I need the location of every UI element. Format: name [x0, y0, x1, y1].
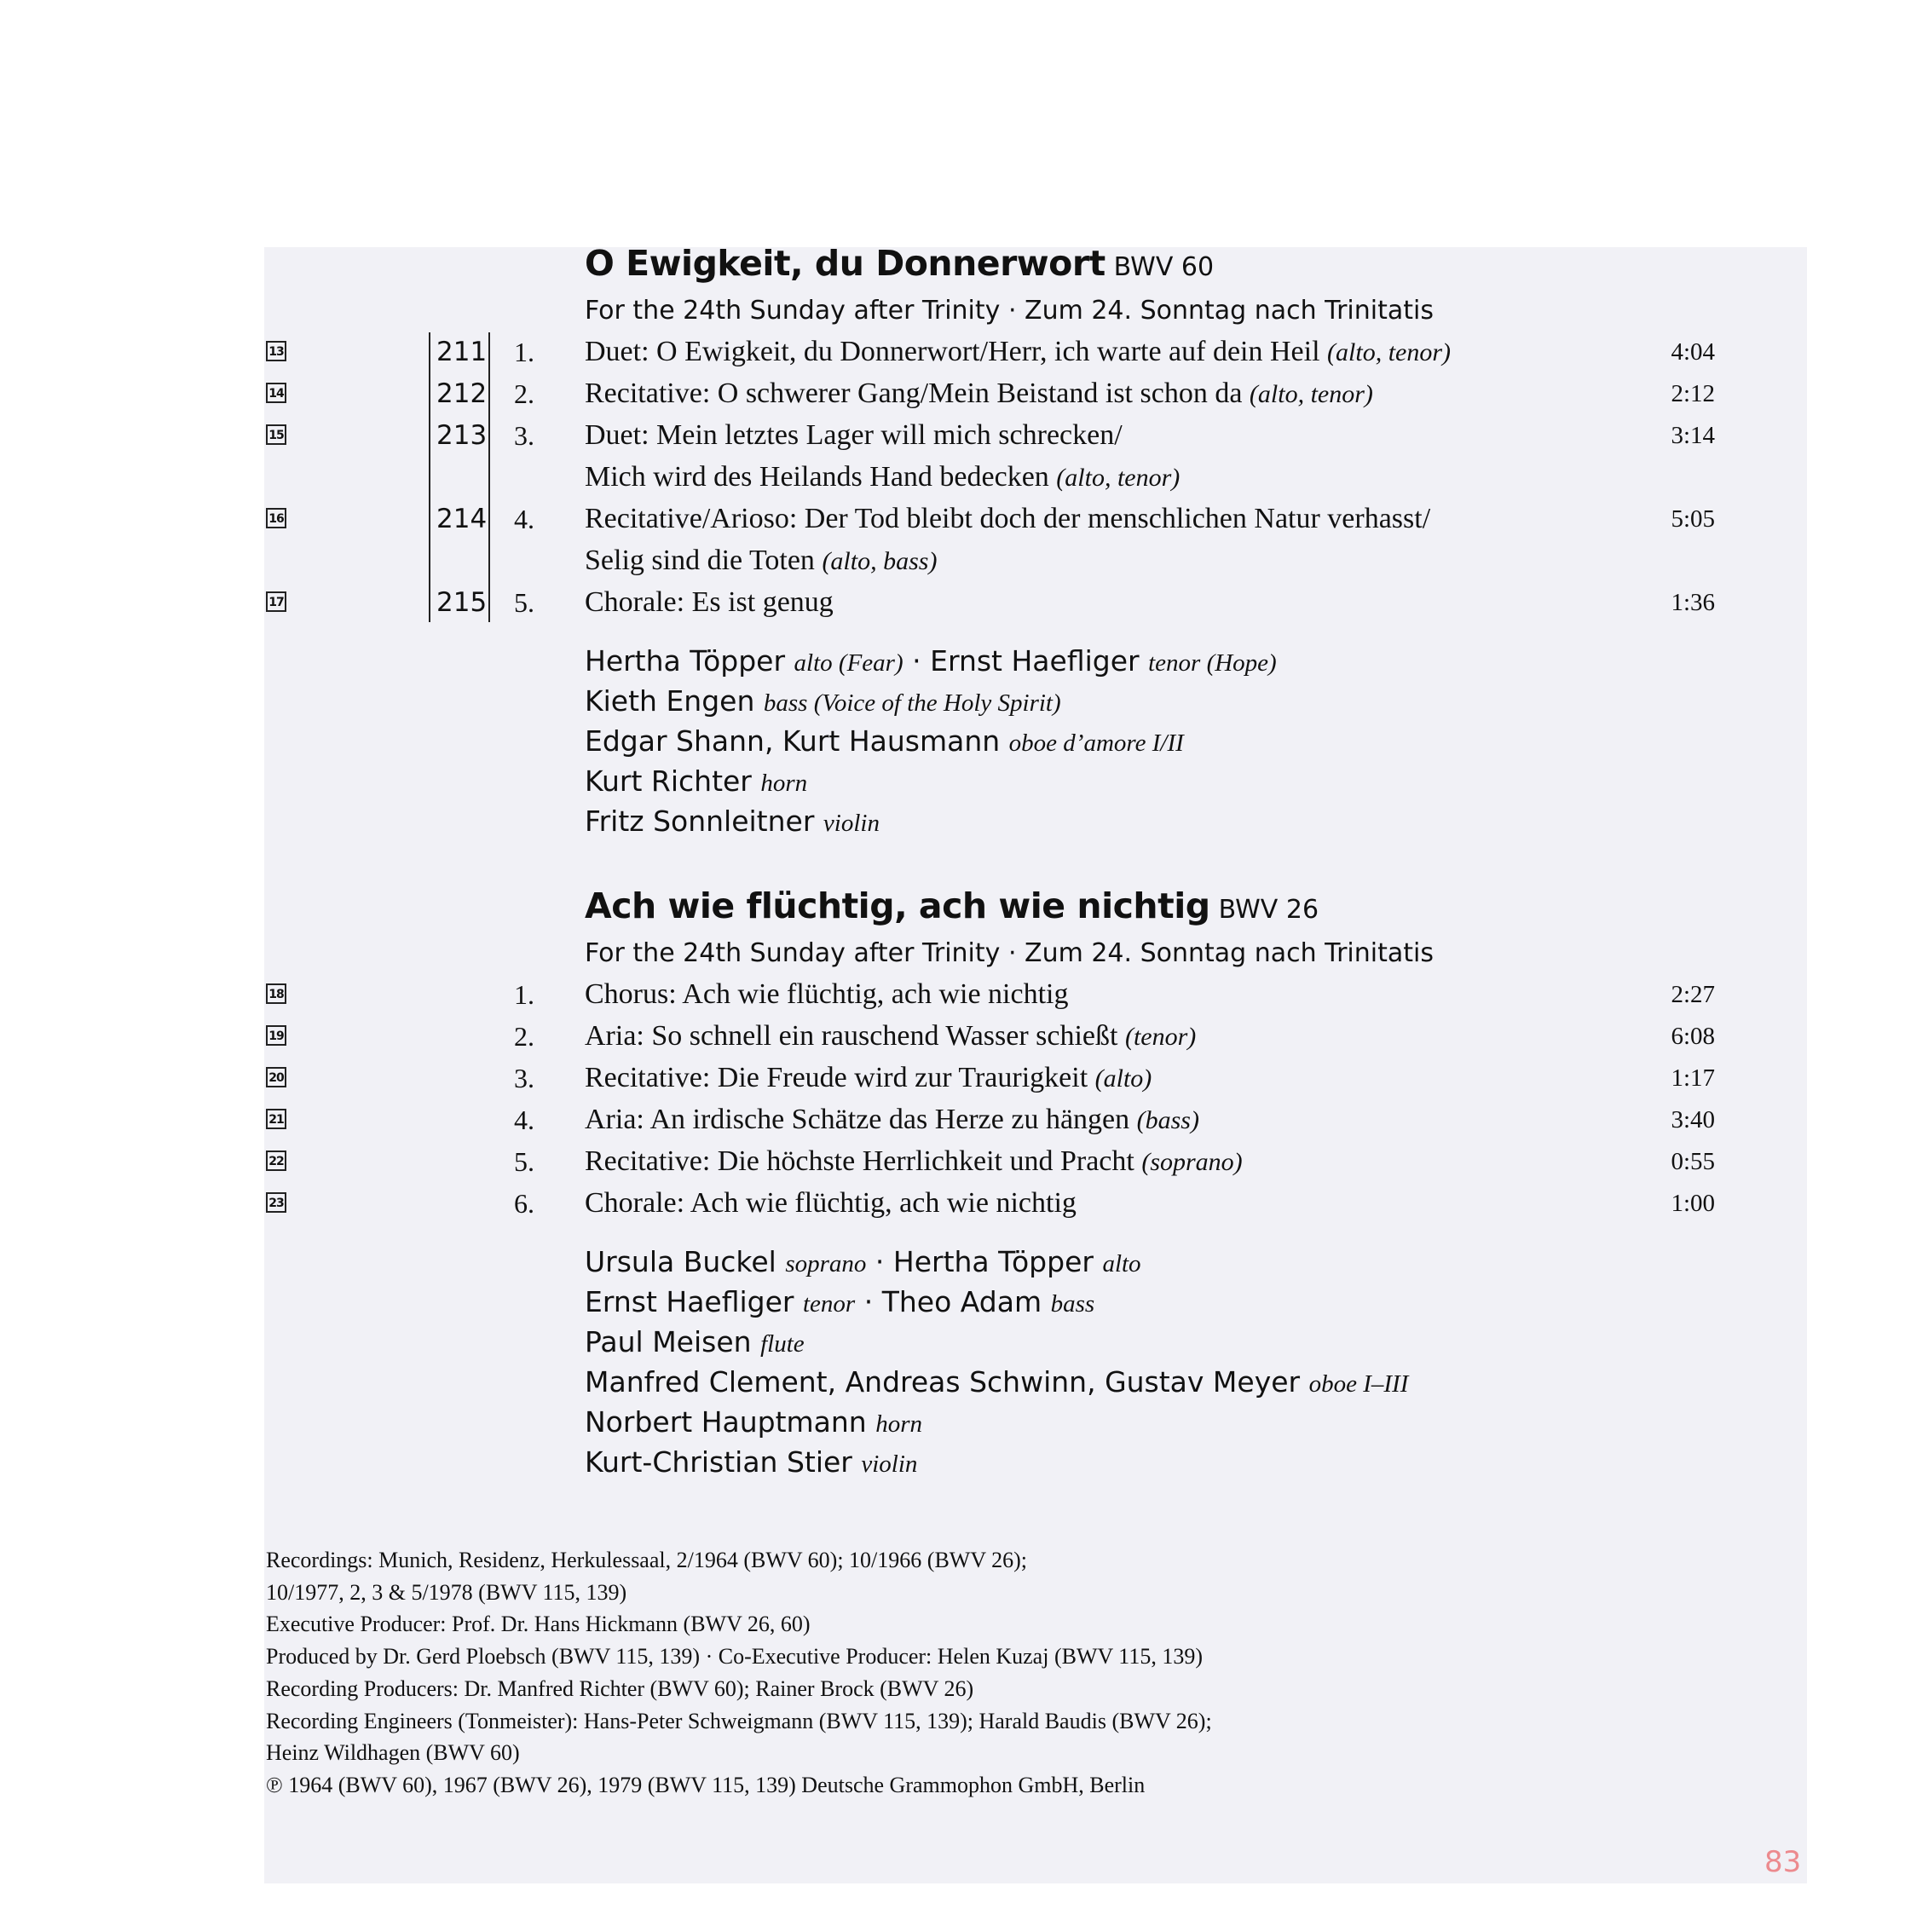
movement-row [0, 415, 1905, 456]
role-text: (alto) [1094, 1064, 1152, 1093]
text-segment: · [863, 1285, 874, 1318]
text-segment: Kurt Richter [585, 764, 752, 798]
movement-duration: 2:27 [1671, 981, 1715, 1008]
text-segment: Kieth Engen [585, 684, 755, 718]
take-number: 211 [436, 337, 488, 367]
movement-title [585, 1016, 1196, 1058]
text-segment: Selig sind die Toten [585, 545, 815, 576]
movement-title: Recitative/Arioso: Der Tod bleibt doch der menschlichen Natur verhasst/ [585, 503, 1431, 534]
role-text: (soprano) [1141, 1148, 1243, 1176]
movement-title: Duet: Mein letztes Lager will mich schrecken/ [585, 419, 1123, 451]
role-text: (alto, bass) [822, 547, 938, 575]
movement-number: 5. [514, 587, 534, 618]
role-text: (alto, tenor) [1056, 464, 1181, 492]
text-segment: Aria: An irdische Schätze das Herze zu hängen [585, 1104, 1130, 1135]
recording-credits [266, 1544, 1212, 1802]
text-segment: Recitative: O schwerer Gang/Mein Beistand ist schon da [585, 378, 1243, 409]
text-segment: Norbert Hauptmann [585, 1405, 867, 1439]
movement-number: 3. [514, 420, 534, 451]
performer-line [585, 1243, 1141, 1283]
performer-line [585, 802, 880, 843]
movement-duration: 2:12 [1671, 380, 1715, 407]
movement-duration: 1:36 [1671, 589, 1715, 616]
movement-title [585, 1099, 1199, 1141]
text-segment: Ernst Haefliger [585, 1285, 794, 1318]
take-number: 214 [436, 504, 488, 534]
text-segment: Fritz Sonnleitner [585, 805, 815, 838]
role-text: violin [823, 810, 880, 837]
credit-line: ℗ 1964 (BWV 60), 1967 (BWV 26), 1979 (BWV 115, 139) Deutsche Grammophon GmbH, Berlin [266, 1772, 1146, 1797]
credit-line: Recordings: Munich, Residenz, Herkulessaal, 2/1964 (BWV 60); 10/1966 (BWV 26); [266, 1548, 1028, 1572]
movement-row [0, 1058, 1905, 1099]
performer-line [585, 762, 807, 803]
movement-number: 5. [514, 1146, 534, 1177]
credit-line: Produced by Dr. Gerd Ploebsch (BWV 115, 139) · Co-Executive Producer: Helen Kuzaj (BWV 115, 139) [266, 1644, 1203, 1670]
text-segment: · [875, 1245, 885, 1278]
movement-row [0, 582, 1905, 623]
text-segment: Kurt-Christian Stier [585, 1445, 852, 1479]
credit-line: 10/1977, 2, 3 & 5/1978 (BWV 115, 139) [266, 1579, 627, 1605]
movement-number: 1. [514, 337, 534, 367]
movement-number: 3. [514, 1063, 534, 1093]
text-segment: Mich wird des Heilands Hand bedecken [585, 461, 1049, 493]
movement-row [0, 332, 1905, 372]
track-number-box: 15 [266, 424, 286, 445]
text-segment: O Ewigkeit, du Donnerwort [585, 243, 1105, 284]
role-text: tenor (Hope) [1148, 649, 1277, 677]
role-text: tenor [803, 1290, 856, 1318]
track-number-box: 14 [266, 383, 286, 403]
role-text: bass [1050, 1290, 1095, 1318]
text-segment: Ach wie flüchtig, ach wie nichtig [585, 885, 1210, 926]
credit-line: Executive Producer: Prof. Dr. Hans Hickmann (BWV 26, 60) [266, 1612, 811, 1637]
performer-line [585, 722, 1184, 763]
movement-number: 4. [514, 504, 534, 534]
track-number-box: 13 [266, 341, 286, 361]
movement-row [0, 1141, 1905, 1182]
movement-number: 4. [514, 1104, 534, 1135]
movement-number: 1. [514, 979, 534, 1010]
text-segment: BWV 60 [1113, 252, 1215, 282]
performer-line [585, 642, 1277, 683]
movement-title [585, 1141, 1243, 1183]
track-number-box: 18 [266, 983, 286, 1004]
movement-duration: 5:05 [1671, 505, 1715, 533]
track-number-box: 19 [266, 1025, 286, 1046]
track-number-box: 16 [266, 508, 286, 528]
role-text: (bass) [1136, 1106, 1199, 1134]
text-segment: Ursula Buckel [585, 1245, 776, 1278]
text-segment: Manfred Clement, Andreas Schwinn, Gustav Meyer [585, 1365, 1301, 1399]
track-number-box: 17 [266, 591, 286, 612]
role-text: (tenor) [1124, 1023, 1197, 1051]
page-number: 83 [1764, 1845, 1802, 1879]
movement-number: 2. [514, 1021, 534, 1052]
text-segment: Recitative: Die Freude wird zur Traurigkeit [585, 1062, 1088, 1093]
movement-row [0, 1183, 1905, 1224]
text-segment: BWV 26 [1218, 895, 1319, 925]
movement-continuation-row [0, 540, 1905, 581]
work-title-bwv26 [585, 885, 1319, 931]
credit-line: Recording Engineers (Tonmeister): Hans-Peter Schweigmann (BWV 115, 139); Harald Baudis (BWV 26); [266, 1708, 1212, 1733]
movement-number: 6. [514, 1188, 534, 1219]
movement-number: 2. [514, 378, 534, 409]
work-occasion-bwv60: For the 24th Sunday after Trinity · Zum 24. Sonntag nach Trinitatis [585, 296, 1434, 326]
movement-title: Chorale: Ach wie flüchtig, ach wie nichtig [585, 1187, 1077, 1219]
movement-title [585, 1058, 1152, 1099]
role-text: flute [760, 1330, 805, 1358]
role-text: (alto, tenor) [1327, 338, 1452, 366]
movement-duration: 4:04 [1671, 338, 1715, 366]
movement-row [0, 499, 1905, 539]
take-number: 213 [436, 420, 488, 451]
movement-title-continuation [585, 457, 1180, 499]
movement-title [585, 332, 1451, 373]
performer-line [585, 1283, 1094, 1324]
performer-line [585, 1323, 805, 1364]
track-number-box: 22 [266, 1151, 286, 1171]
role-text: oboe I–III [1308, 1370, 1409, 1398]
movement-title: Chorus: Ach wie flüchtig, ach wie nichtig [585, 978, 1069, 1010]
credit-line: Recording Producers: Dr. Manfred Richter (BWV 60); Rainer Brock (BWV 26) [266, 1675, 974, 1701]
performer-line [585, 1443, 917, 1484]
role-text: (alto, tenor) [1249, 380, 1373, 408]
movement-row [0, 974, 1905, 1015]
track-number-box: 23 [266, 1192, 286, 1213]
text-segment: Recitative: Die höchste Herrlichkeit und Pracht [585, 1145, 1134, 1177]
movement-duration: 6:08 [1671, 1023, 1715, 1050]
movement-row [0, 373, 1905, 414]
track-number-box: 20 [266, 1067, 286, 1087]
movement-title-continuation [585, 540, 937, 582]
movement-continuation-row [0, 457, 1905, 498]
text-segment: Hertha Töpper [585, 644, 786, 678]
movement-title: Chorale: Es ist genug [585, 586, 834, 618]
movement-duration: 3:14 [1671, 422, 1715, 449]
role-text: soprano [785, 1250, 867, 1277]
performer-line [585, 1363, 1408, 1404]
credit-line: Heinz Wildhagen (BWV 60) [266, 1740, 520, 1766]
movement-row [0, 1099, 1905, 1140]
take-number: 215 [436, 587, 488, 618]
role-text: alto [1102, 1250, 1141, 1277]
role-text: oboe d’amore I/II [1008, 730, 1184, 757]
movement-duration: 1:00 [1671, 1190, 1715, 1217]
track-number-box: 21 [266, 1109, 286, 1129]
work-occasion-bwv26: For the 24th Sunday after Trinity · Zum 24. Sonntag nach Trinitatis [585, 938, 1434, 968]
movement-title [585, 373, 1373, 415]
text-segment: · [912, 644, 921, 678]
text-segment: Hertha Töpper [892, 1245, 1094, 1278]
role-text: violin [861, 1450, 918, 1478]
movement-row [0, 1016, 1905, 1057]
role-text: horn [875, 1410, 923, 1438]
performer-line [585, 1403, 922, 1444]
role-text: horn [760, 770, 808, 797]
text-segment: Paul Meisen [585, 1325, 752, 1358]
movement-duration: 0:55 [1671, 1148, 1715, 1175]
role-text: bass (Voice of the Holy Spirit) [763, 689, 1061, 717]
performer-line [585, 682, 1061, 723]
take-number: 212 [436, 378, 488, 409]
text-segment: Theo Adam [881, 1285, 1042, 1318]
text-segment: Edgar Shann, Kurt Hausmann [585, 724, 1001, 758]
text-segment: Duet: O Ewigkeit, du Donnerwort/Herr, ich warte auf dein Heil [585, 336, 1320, 367]
text-segment: Aria: So schnell ein rauschend Wasser schießt [585, 1020, 1118, 1052]
role-text: alto (Fear) [794, 649, 903, 677]
movement-duration: 3:40 [1671, 1106, 1715, 1133]
movement-duration: 1:17 [1671, 1064, 1715, 1092]
text-segment: Ernst Haefliger [930, 644, 1140, 678]
work-title-bwv60 [585, 243, 1214, 288]
